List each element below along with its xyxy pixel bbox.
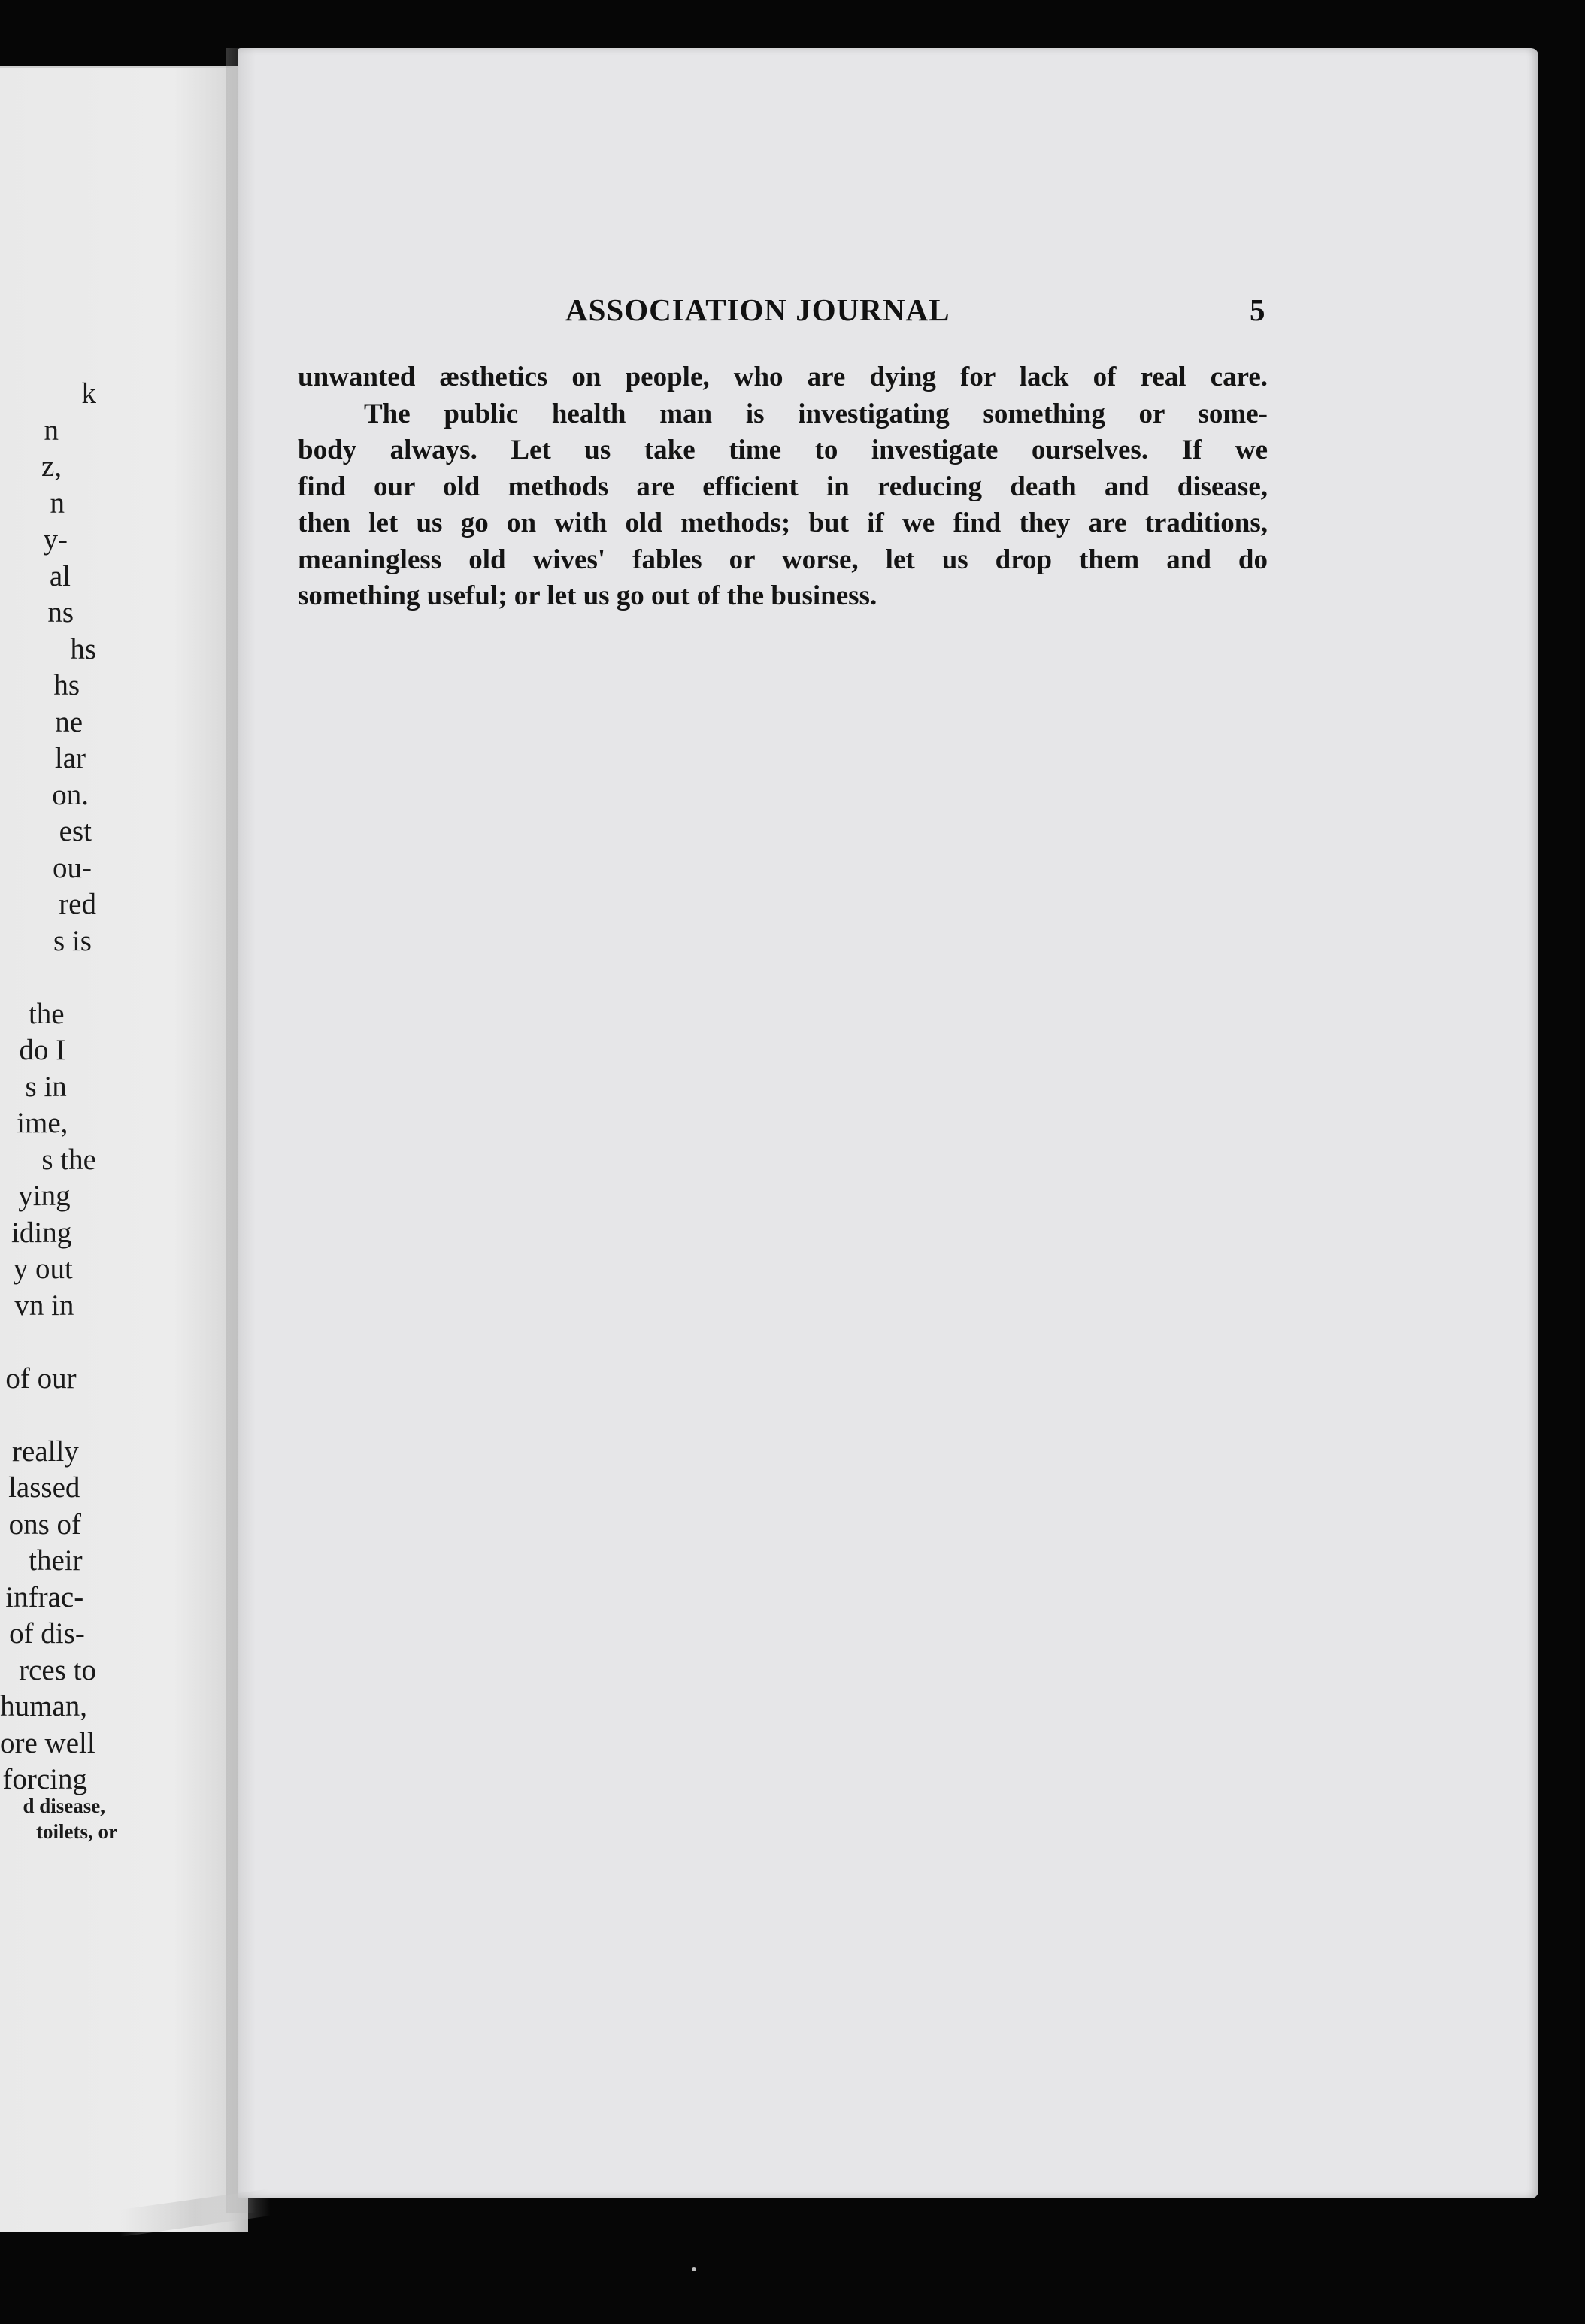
fragment-line: rces to xyxy=(19,1653,96,1686)
fragment-line: of our xyxy=(5,1362,77,1395)
fragment-line: ore well xyxy=(0,1726,95,1759)
fragment-line: ying xyxy=(18,1180,71,1212)
body-line: find our old methods are efficient in reducing death and disease, xyxy=(298,471,1268,502)
fragment-line: ons of xyxy=(8,1507,81,1541)
body-line: meaningless old wives' fables or worse, let us drop them and do xyxy=(298,544,1268,575)
fragment-line: human, xyxy=(0,1690,87,1723)
fragment-line: of dis- xyxy=(9,1617,85,1650)
fragment-line: est xyxy=(59,815,92,847)
body-line: then let us go on with old methods; but if we find they are traditions, xyxy=(298,508,1268,538)
fragment-line: on. xyxy=(52,778,89,811)
fragment-line: hs xyxy=(70,632,96,665)
fragment-line: s in xyxy=(25,1070,67,1103)
fragment-line: lar xyxy=(54,742,86,774)
fragment-line: red xyxy=(59,888,96,920)
fragment-line xyxy=(0,1397,128,1434)
page-edge-line xyxy=(0,66,248,68)
fragment-line xyxy=(0,1324,128,1361)
body-line: body always. Let us take time to investigate ourselves. If we xyxy=(298,435,1268,465)
fragment-line: the xyxy=(28,997,65,1030)
fragment-line: al xyxy=(49,559,71,592)
previous-page-footnote-fragments xyxy=(0,1793,128,1844)
journal-title: ASSOCIATION JOURNAL xyxy=(565,292,950,327)
fragment-line: n xyxy=(50,486,65,520)
body-line: The public health man is investigating something or some- xyxy=(364,398,1268,429)
body-line: unwanted æsthetics on people, who are dying for lack of real care. xyxy=(298,362,1268,392)
fragment-line: s the xyxy=(41,1143,96,1176)
body-line: something useful; or let us go out of the business. xyxy=(298,580,877,611)
fragment-line: z, xyxy=(41,450,62,483)
fragment-line: y out xyxy=(13,1253,73,1285)
fragment-line: ime, xyxy=(17,1107,68,1139)
fragment-line: hs xyxy=(53,669,80,701)
fragment-line: ou- xyxy=(53,851,92,884)
fragment-line: vn in xyxy=(14,1289,74,1322)
fragment-line: n xyxy=(44,414,59,447)
page-number: 5 xyxy=(1250,292,1266,327)
fragment-line: infrac- xyxy=(5,1580,84,1613)
fragment-line: do I xyxy=(19,1034,66,1066)
fragment-line: ne xyxy=(55,705,83,738)
previous-page-text-fragments xyxy=(0,376,128,1798)
fragment-line: y- xyxy=(43,523,68,556)
fragment-line: iding xyxy=(11,1216,72,1249)
body-paragraphs xyxy=(298,359,1268,615)
fragment-line: s is xyxy=(53,924,92,957)
footnote-fragment-line: toilets, or xyxy=(36,1820,117,1843)
fragment-line: lassed xyxy=(8,1471,80,1504)
fragment-line: their xyxy=(29,1544,83,1577)
fragment-line: k xyxy=(81,377,96,410)
fragment-line: ns xyxy=(47,596,74,629)
fragment-line xyxy=(0,959,128,996)
fragment-line: forcing xyxy=(2,1763,87,1795)
scan-speck xyxy=(692,2267,696,2271)
spine-shadow xyxy=(226,48,256,2213)
footnote-fragment-line: d disease, xyxy=(23,1795,105,1817)
fragment-line: really xyxy=(12,1435,79,1468)
